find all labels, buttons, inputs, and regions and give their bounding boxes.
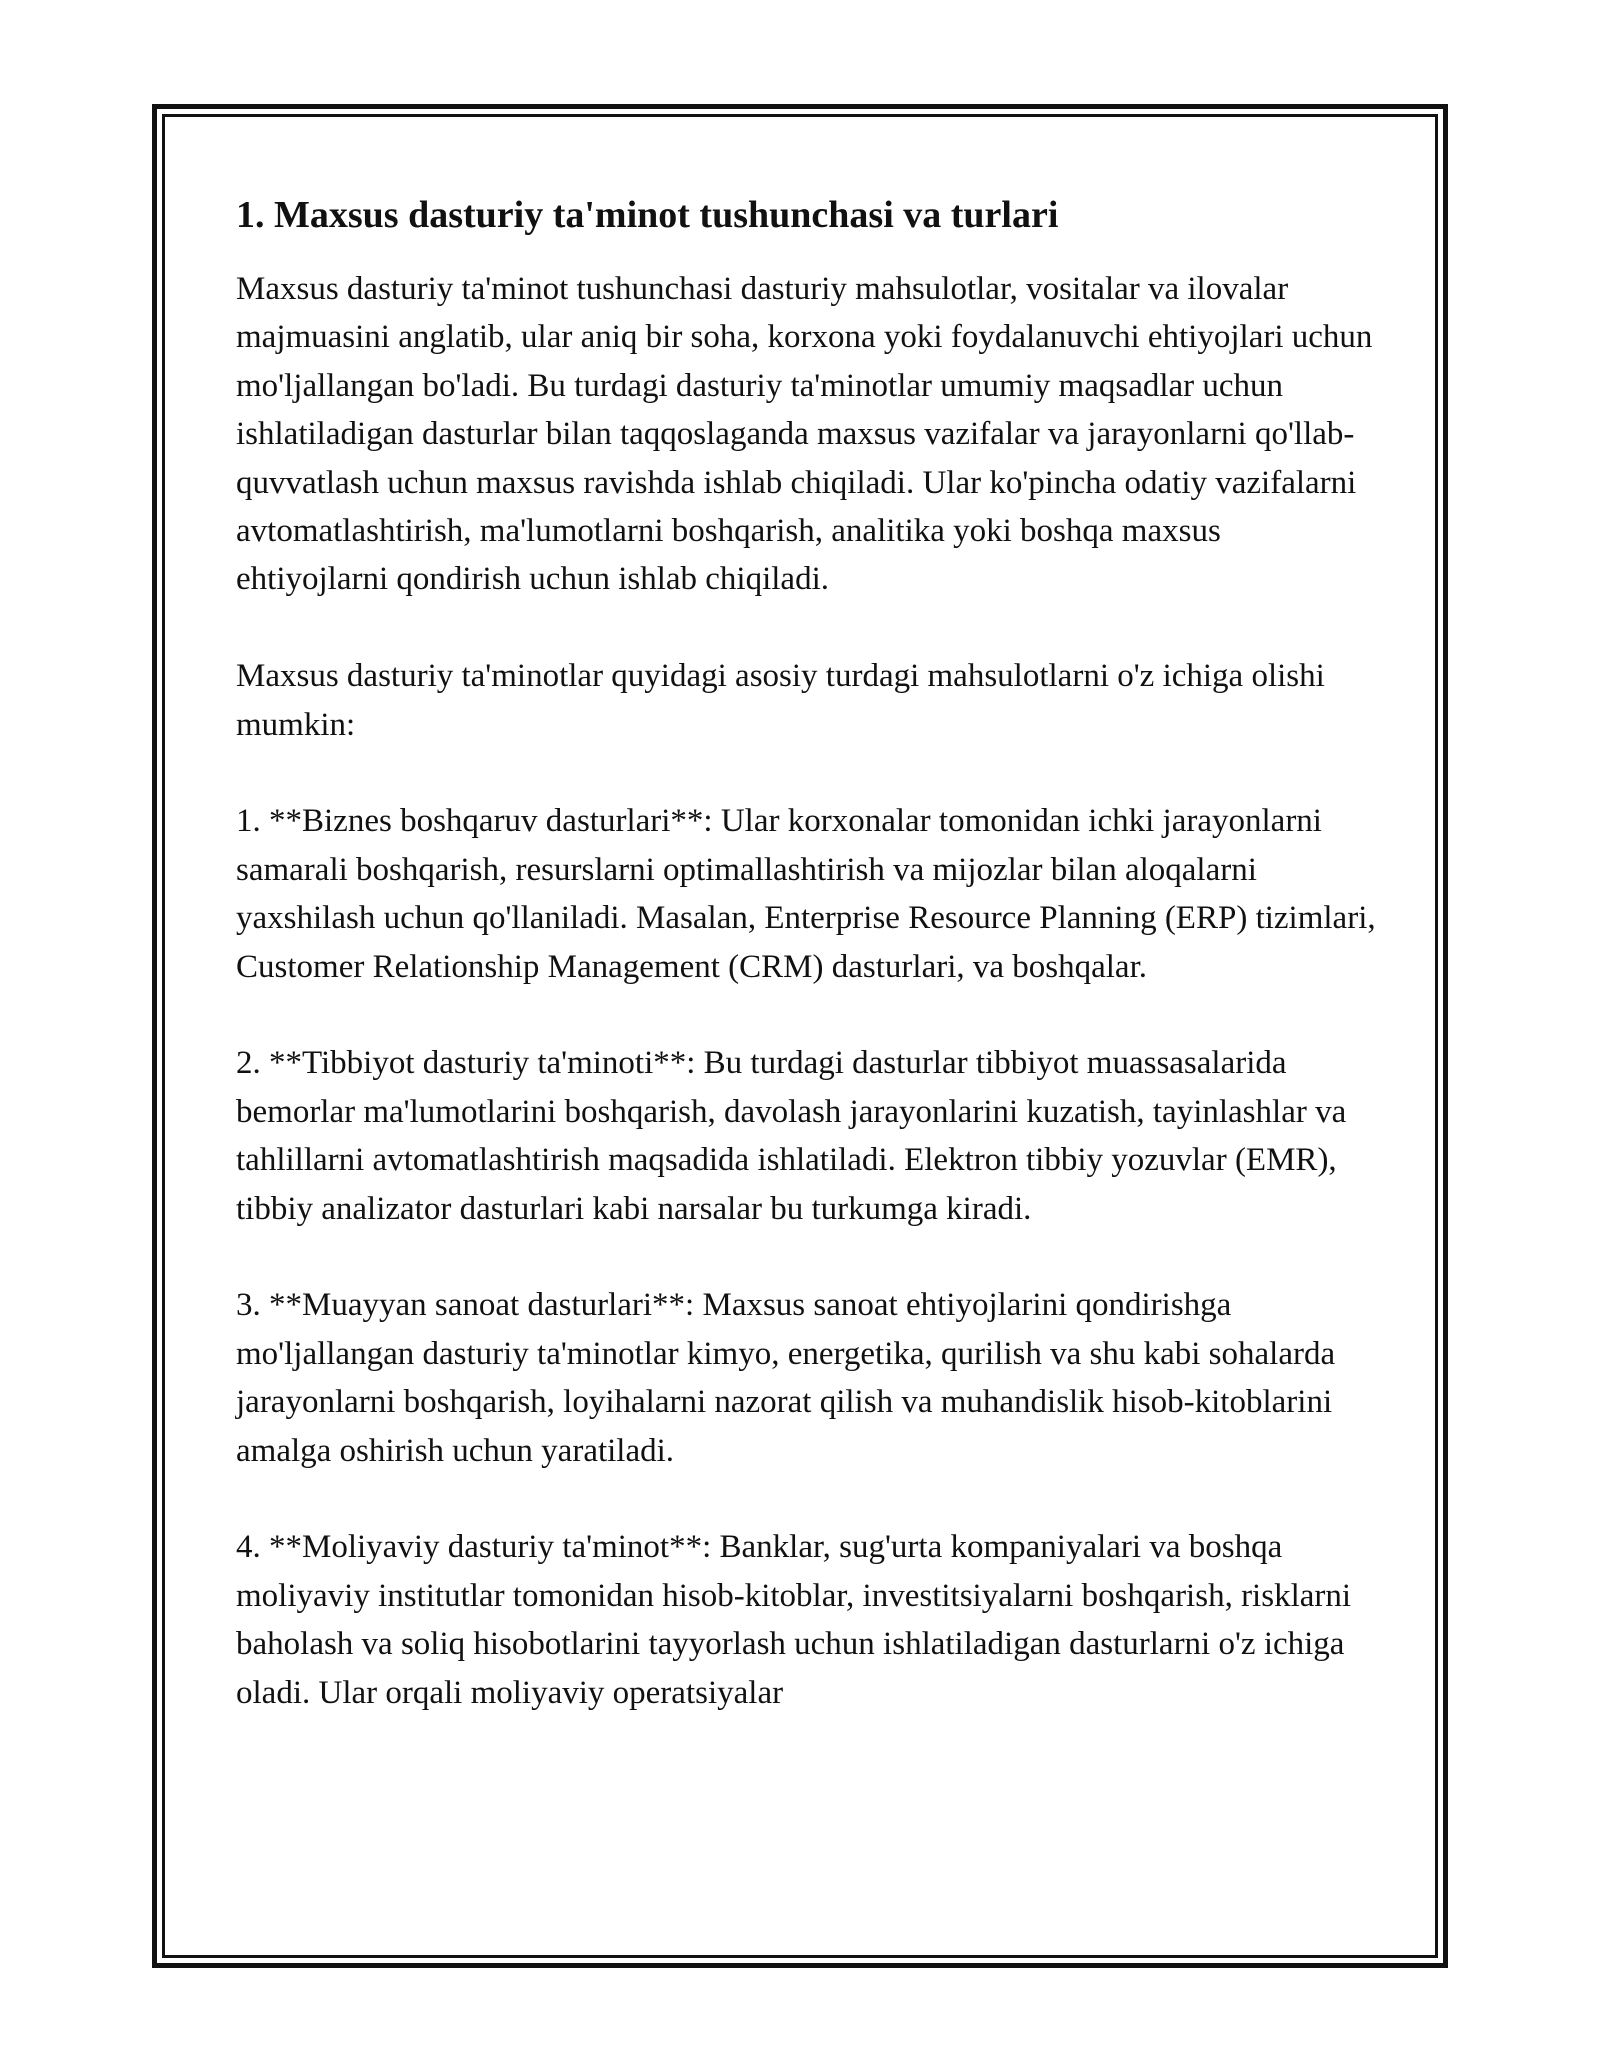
paragraph-item-industry: 3. **Muayyan sanoat dasturlari**: Maxsus sanoat ehtiyojlarini qondirishga mo'ljallangan dasturiy ta'minotlar kimyo, energetika, qurilish va shu kabi sohalarda jarayonlarni boshqarish, loyihalarni nazorat qilish va muhandislik hisob-kitoblarini amalga oshirish uchun yaratiladi. [236,1287,1336,1469]
document-body [236,185,1376,1717]
paragraph-item-finance: 4. **Moliyaviy dasturiy ta'minot**: Banklar, sug'urta kompaniyalari va boshqa moliyaviy institutlar tomonidan hisob-kitoblar, investitsiyalarni boshqarish, risklarni baholash va soliq hisobotlarini tayyorlash uchun ishlatiladigan dasturlarni o'z ichiga oladi. Ular orqali moliyaviy operatsiyalar [236,1529,1352,1711]
section-heading: 1. Maxsus dasturiy ta'minot tushunchasi va turlari [236,194,1059,236]
paragraph-item-medical: 2. **Tibbiyot dasturiy ta'minoti**: Bu turdagi dasturlar tibbiyot muassasalarida bemorlar ma'lumotlarini boshqarish, davolash jarayonlarini kuzatish, tayinlashlar va tahlillarni avtomatlashtirish maqsadida ishlatiladi. Elektron tibbiy yozuvlar (EMR), tibbiy analizator dasturlari kabi narsalar bu turkumga kiradi. [236,1045,1347,1227]
paragraph-intro: Maxsus dasturiy ta'minot tushunchasi dasturiy mahsulotlar, vositalar va ilovalar majmuasini anglatib, ular aniq bir soha, korxona yoki foydalanuvchi ehtiyojlari uchun mo'ljallangan bo'ladi. Bu turdagi dasturiy ta'minotlar umumiy maqsadlar uchun ishlatiladigan dasturlar bilan taqqoslaganda maxsus vazifalar va jarayonlarni qo'llab-quvvatlash uchun maxsus ravishda ishlab chiqiladi. Ular ko'pincha odatiy vazifalarni avtomatlashtirish, ma'lumotlarni boshqarish, analitika yoki boshqa maxsus ehtiyojlarni qondirish uchun ishlab chiqiladi. [236,271,1373,598]
paragraph-types-lead: Maxsus dasturiy ta'minotlar quyidagi asosiy turdagi mahsulotlarni o'z ichiga olishi mumkin: [236,658,1325,743]
paragraph-item-business: 1. **Biznes boshqaruv dasturlari**: Ular korxonalar tomonidan ichki jarayonlarni samarali boshqarish, resurslarni optimallashtirish va mijozlar bilan aloqalarni yaxshilash uchun qo'llaniladi. Masalan, Enterprise Resource Planning (ERP) tizimlari, Customer Relationship Management (CRM) dasturlari, va boshqalar. [236,803,1376,985]
